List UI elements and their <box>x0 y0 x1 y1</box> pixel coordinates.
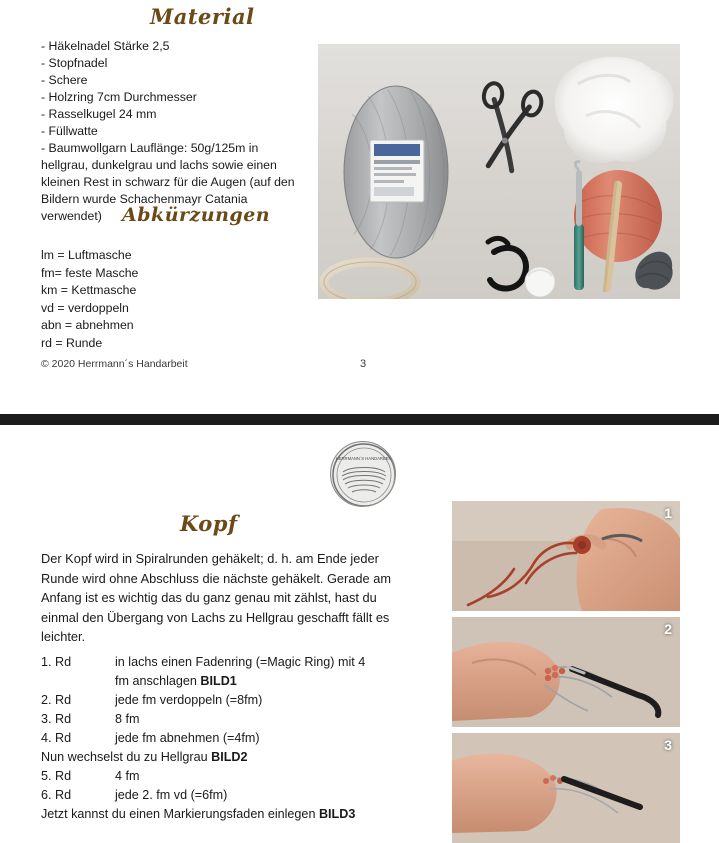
list-item: vd = verdoppeln <box>41 300 129 315</box>
step-photo-number: 2 <box>664 621 672 637</box>
list-item: - Häkelnadel Stärke 2,5 <box>41 39 170 53</box>
note-text: Nun wechselst du zu Hellgrau <box>41 750 212 764</box>
photo-ref: BILD3 <box>318 807 356 821</box>
instructions-list <box>41 653 431 824</box>
photo-ref: BILD1 <box>200 674 237 688</box>
page-1 <box>0 0 719 414</box>
list-item <box>41 691 431 710</box>
round-text: fm anschlagen <box>115 674 201 688</box>
list-item: - Rasselkugel 24 mm <box>41 107 157 121</box>
list-item: - Baumwollgarn Lauflänge: 50g/125m in hellgrau, dunkelgrau und lachs sowie einen kleinen Rest in schwarz für die Augen (auf den Bildern wurde Schachenmayr Catania verwendet) <box>41 141 299 223</box>
page-divider <box>0 414 719 425</box>
round-number: 1. Rd <box>41 655 72 669</box>
round-text: jede 2. fm vd (=6fm) <box>115 788 228 802</box>
list-item: abn = abnehmen <box>41 318 134 332</box>
list-item: km = Kettmasche <box>41 283 137 297</box>
round-number: 6. Rd <box>41 788 72 802</box>
materials-photo <box>318 44 680 299</box>
round-number: 4. Rd <box>41 731 72 745</box>
list-item: - Stopfnadel <box>41 56 108 70</box>
round-text: in lachs einen Fadenring (=Magic Ring) mit 4 <box>115 655 366 669</box>
round-number: 5. Rd <box>41 769 72 783</box>
step-photo-3 <box>452 733 680 843</box>
step-photo-number: 3 <box>664 737 672 753</box>
list-item: - Schere <box>41 73 88 87</box>
list-item: - Holzring 7cm Durchmesser <box>41 90 197 104</box>
list-item: fm= feste Masche <box>41 265 139 280</box>
list-item <box>41 672 431 691</box>
list-item <box>41 729 431 748</box>
abbreviations-heading: Abkürzungen <box>122 204 271 226</box>
list-item <box>41 767 431 786</box>
step-photo-column <box>452 501 680 843</box>
step-photo-2 <box>452 617 680 727</box>
list-item: - Füllwatte <box>41 124 98 138</box>
round-text: 4 fm <box>115 769 140 783</box>
abbreviations-list <box>41 247 291 352</box>
svg-text:HERRMANN´S HANDARBEIT: HERRMANN´S HANDARBEIT <box>335 456 393 461</box>
round-number: 2. Rd <box>41 693 72 707</box>
section-heading: Kopf <box>180 511 238 536</box>
note-line <box>41 805 431 824</box>
page-2 <box>0 425 719 821</box>
footer-copyright: © 2020 Herrmann´s Handarbeit <box>41 358 188 370</box>
page-number: 3 <box>360 358 367 370</box>
intro-paragraph: Der Kopf wird in Spiralrunden gehäkelt; d. h. am Ende jeder Runde wird ohne Abschluss die nächste gehäkelt. Gerade am Anfang ist es wichtig das du ganz genau mit zählst, hast du einmal den Übergang von Lachs zu Hellgrau geschafft fällt es leichter. <box>41 551 391 644</box>
list-item <box>41 710 431 729</box>
step-photo-number: 1 <box>664 505 672 521</box>
material-list <box>41 38 303 225</box>
list-item <box>41 786 431 805</box>
list-item <box>41 653 431 672</box>
material-heading: Material <box>150 4 255 29</box>
list-item: rd = Runde <box>41 335 103 350</box>
round-text: jede fm verdoppeln (=8fm) <box>115 693 263 707</box>
round-number: 3. Rd <box>41 712 72 726</box>
round-text: 8 fm <box>115 712 140 726</box>
list-item: lm = Luftmasche <box>41 248 132 262</box>
round-text: jede fm abnehmen (=4fm) <box>115 731 260 745</box>
logo-icon <box>330 441 396 507</box>
step-photo-1 <box>452 501 680 611</box>
note-line <box>41 748 431 767</box>
note-text: Jetzt kannst du einen Markierungsfaden einlegen <box>41 807 319 821</box>
photo-ref: BILD2 <box>211 750 248 764</box>
